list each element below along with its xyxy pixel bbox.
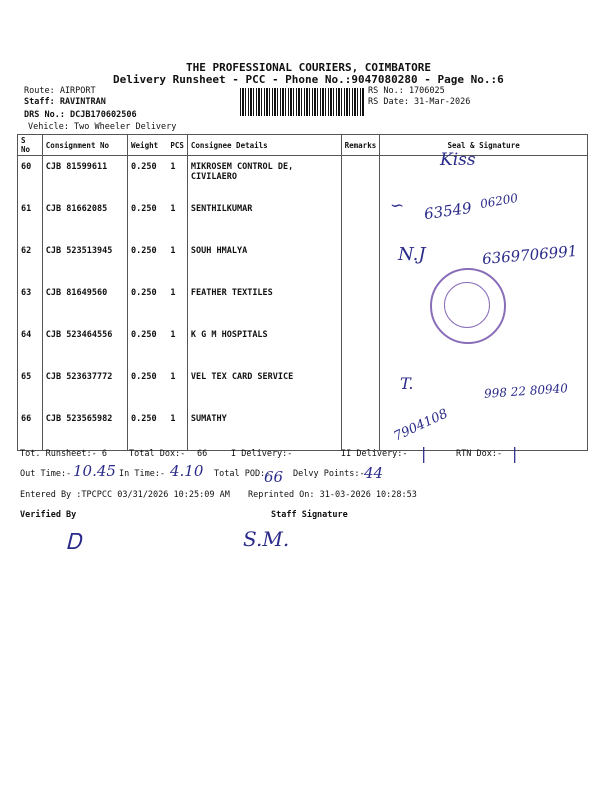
route-label: Route: AIRPORT: [24, 86, 96, 96]
weight-cell: 0.250: [128, 324, 168, 366]
runsheet-subtitle: Delivery Runsheet - PCC - Phone No.:9047080280 - Page No.:6: [113, 73, 504, 86]
pcs-cell: 1: [167, 324, 187, 366]
entered-by: Entered By :TPCPCC 03/31/2026 10:25:09 AM: [20, 490, 230, 500]
pcs-cell: 1: [167, 366, 187, 408]
out-time-label: Out Time:-: [20, 469, 72, 479]
phone-row-62: 6369706991: [481, 241, 579, 269]
table-row: [18, 156, 588, 199]
ii-delivery-label: II Delivery:-: [341, 449, 408, 459]
sno-cell: 61: [18, 198, 43, 240]
col-pcs: PCS: [167, 135, 187, 156]
tot-runsheet: Tot. Runsheet:- 6: [20, 449, 107, 459]
consignment-cell: CJB 81649560: [42, 282, 127, 324]
col-consignment: Consignment No: [42, 135, 127, 156]
drs-number: DRS No.: DCJB170602506: [24, 110, 137, 120]
staff-label: Staff: RAVINTRAN: [24, 97, 106, 107]
col-sno: S No: [18, 135, 43, 156]
signature-row-60: Kiss: [440, 150, 476, 170]
delv-points-value: 44: [364, 464, 384, 482]
remarks-cell: [341, 324, 380, 366]
total-dox-value: 66: [197, 449, 208, 459]
col-weight: Weight: [128, 135, 168, 156]
pcs-cell: 1: [167, 282, 187, 324]
consignment-cell: CJB 523464556: [42, 324, 127, 366]
delv-points-label: Delvy Points:-: [293, 469, 365, 479]
weight-cell: 0.250: [128, 198, 168, 240]
seal-cell: [380, 156, 588, 199]
weight-cell: 0.250: [128, 366, 168, 408]
consignee-cell: MIKROSEM CONTROL DE, CIVILAERO: [187, 156, 341, 199]
ii-delivery-mark: |: [421, 444, 427, 463]
table-row: [18, 408, 588, 451]
company-title: THE PROFESSIONAL COURIERS, COIMBATORE: [186, 61, 432, 74]
consignee-cell: FEATHER TEXTILES: [187, 282, 341, 324]
sno-cell: 65: [18, 366, 43, 408]
in-time-value: 4.10: [170, 462, 204, 480]
consignee-cell: VEL TEX CARD SERVICE: [187, 366, 341, 408]
col-seal: Seal & Signature: [380, 135, 588, 156]
remarks-cell: [341, 240, 380, 282]
signature-row-62: N.J: [398, 244, 426, 265]
staff-signature-label: Staff Signature: [271, 510, 348, 520]
sno-cell: 60: [18, 156, 43, 199]
remarks-cell: [341, 282, 380, 324]
pcs-cell: 1: [167, 408, 187, 451]
consignee-cell: K G M HOSPITALS: [187, 324, 341, 366]
weight-cell: 0.250: [128, 240, 168, 282]
remarks-cell: [341, 366, 380, 408]
col-remarks: Remarks: [341, 135, 380, 156]
table-row: [18, 324, 588, 366]
sno-cell: 63: [18, 282, 43, 324]
consignment-cell: CJB 81599611: [42, 156, 127, 199]
consignee-cell: SUMATHY: [187, 408, 341, 451]
verified-by-label: Verified By: [20, 510, 77, 520]
remarks-cell: [341, 198, 380, 240]
total-pod-value: 66: [264, 468, 284, 486]
rs-number: RS No.: 1706025: [368, 86, 445, 96]
remarks-cell: [341, 408, 380, 451]
sno-cell: 62: [18, 240, 43, 282]
total-pod-label: Total POD:-: [214, 469, 271, 479]
phone-row-61b: 06200: [479, 190, 520, 212]
rs-date: RS Date: 31-Mar-2026: [368, 97, 471, 107]
pcs-cell: 1: [167, 198, 187, 240]
remarks-cell: [341, 156, 380, 199]
reprinted-on: Reprinted On: 31-03-2026 10:28:53: [248, 490, 417, 500]
verified-signature: Ꭰ: [66, 530, 81, 555]
consignment-cell: CJB 523565982: [42, 408, 127, 451]
col-consignee: Consignee Details: [187, 135, 341, 156]
vehicle-label: Vehicle: Two Wheeler Delivery: [28, 122, 177, 132]
i-delivery-label: I Delivery:-: [231, 449, 293, 459]
consignee-cell: SENTHILKUMAR: [187, 198, 341, 240]
consignment-cell: CJB 523637772: [42, 366, 127, 408]
consignee-cell: SOUH HMALYA: [187, 240, 341, 282]
in-time-label: In Time:-: [119, 469, 166, 479]
sno-cell: 66: [18, 408, 43, 451]
sno-cell: 64: [18, 324, 43, 366]
barcode: [240, 88, 364, 116]
weight-cell: 0.250: [128, 156, 168, 199]
signature-row-61: ∽: [390, 196, 405, 216]
weight-cell: 0.250: [128, 408, 168, 451]
pcs-cell: 1: [167, 240, 187, 282]
staff-signature: S.M.: [243, 527, 290, 551]
phone-row-66: 7904108: [391, 406, 451, 445]
rtn-dox-mark: |: [512, 444, 518, 463]
pcs-cell: 1: [167, 156, 187, 199]
table-header: [18, 135, 588, 156]
phone-row-61a: 63549: [422, 198, 473, 224]
rtn-dox-label: RTN Dox:-: [456, 449, 503, 459]
company-seal-inner: [444, 282, 490, 328]
consignment-cell: CJB 81662085: [42, 198, 127, 240]
signature-row-65: T.: [400, 374, 414, 393]
weight-cell: 0.250: [128, 282, 168, 324]
out-time-value: 10.45: [73, 462, 116, 480]
total-dox-label: Total Dox:-: [129, 449, 186, 459]
phone-row-65: 998 22 80940: [483, 381, 569, 401]
consignment-cell: CJB 523513945: [42, 240, 127, 282]
